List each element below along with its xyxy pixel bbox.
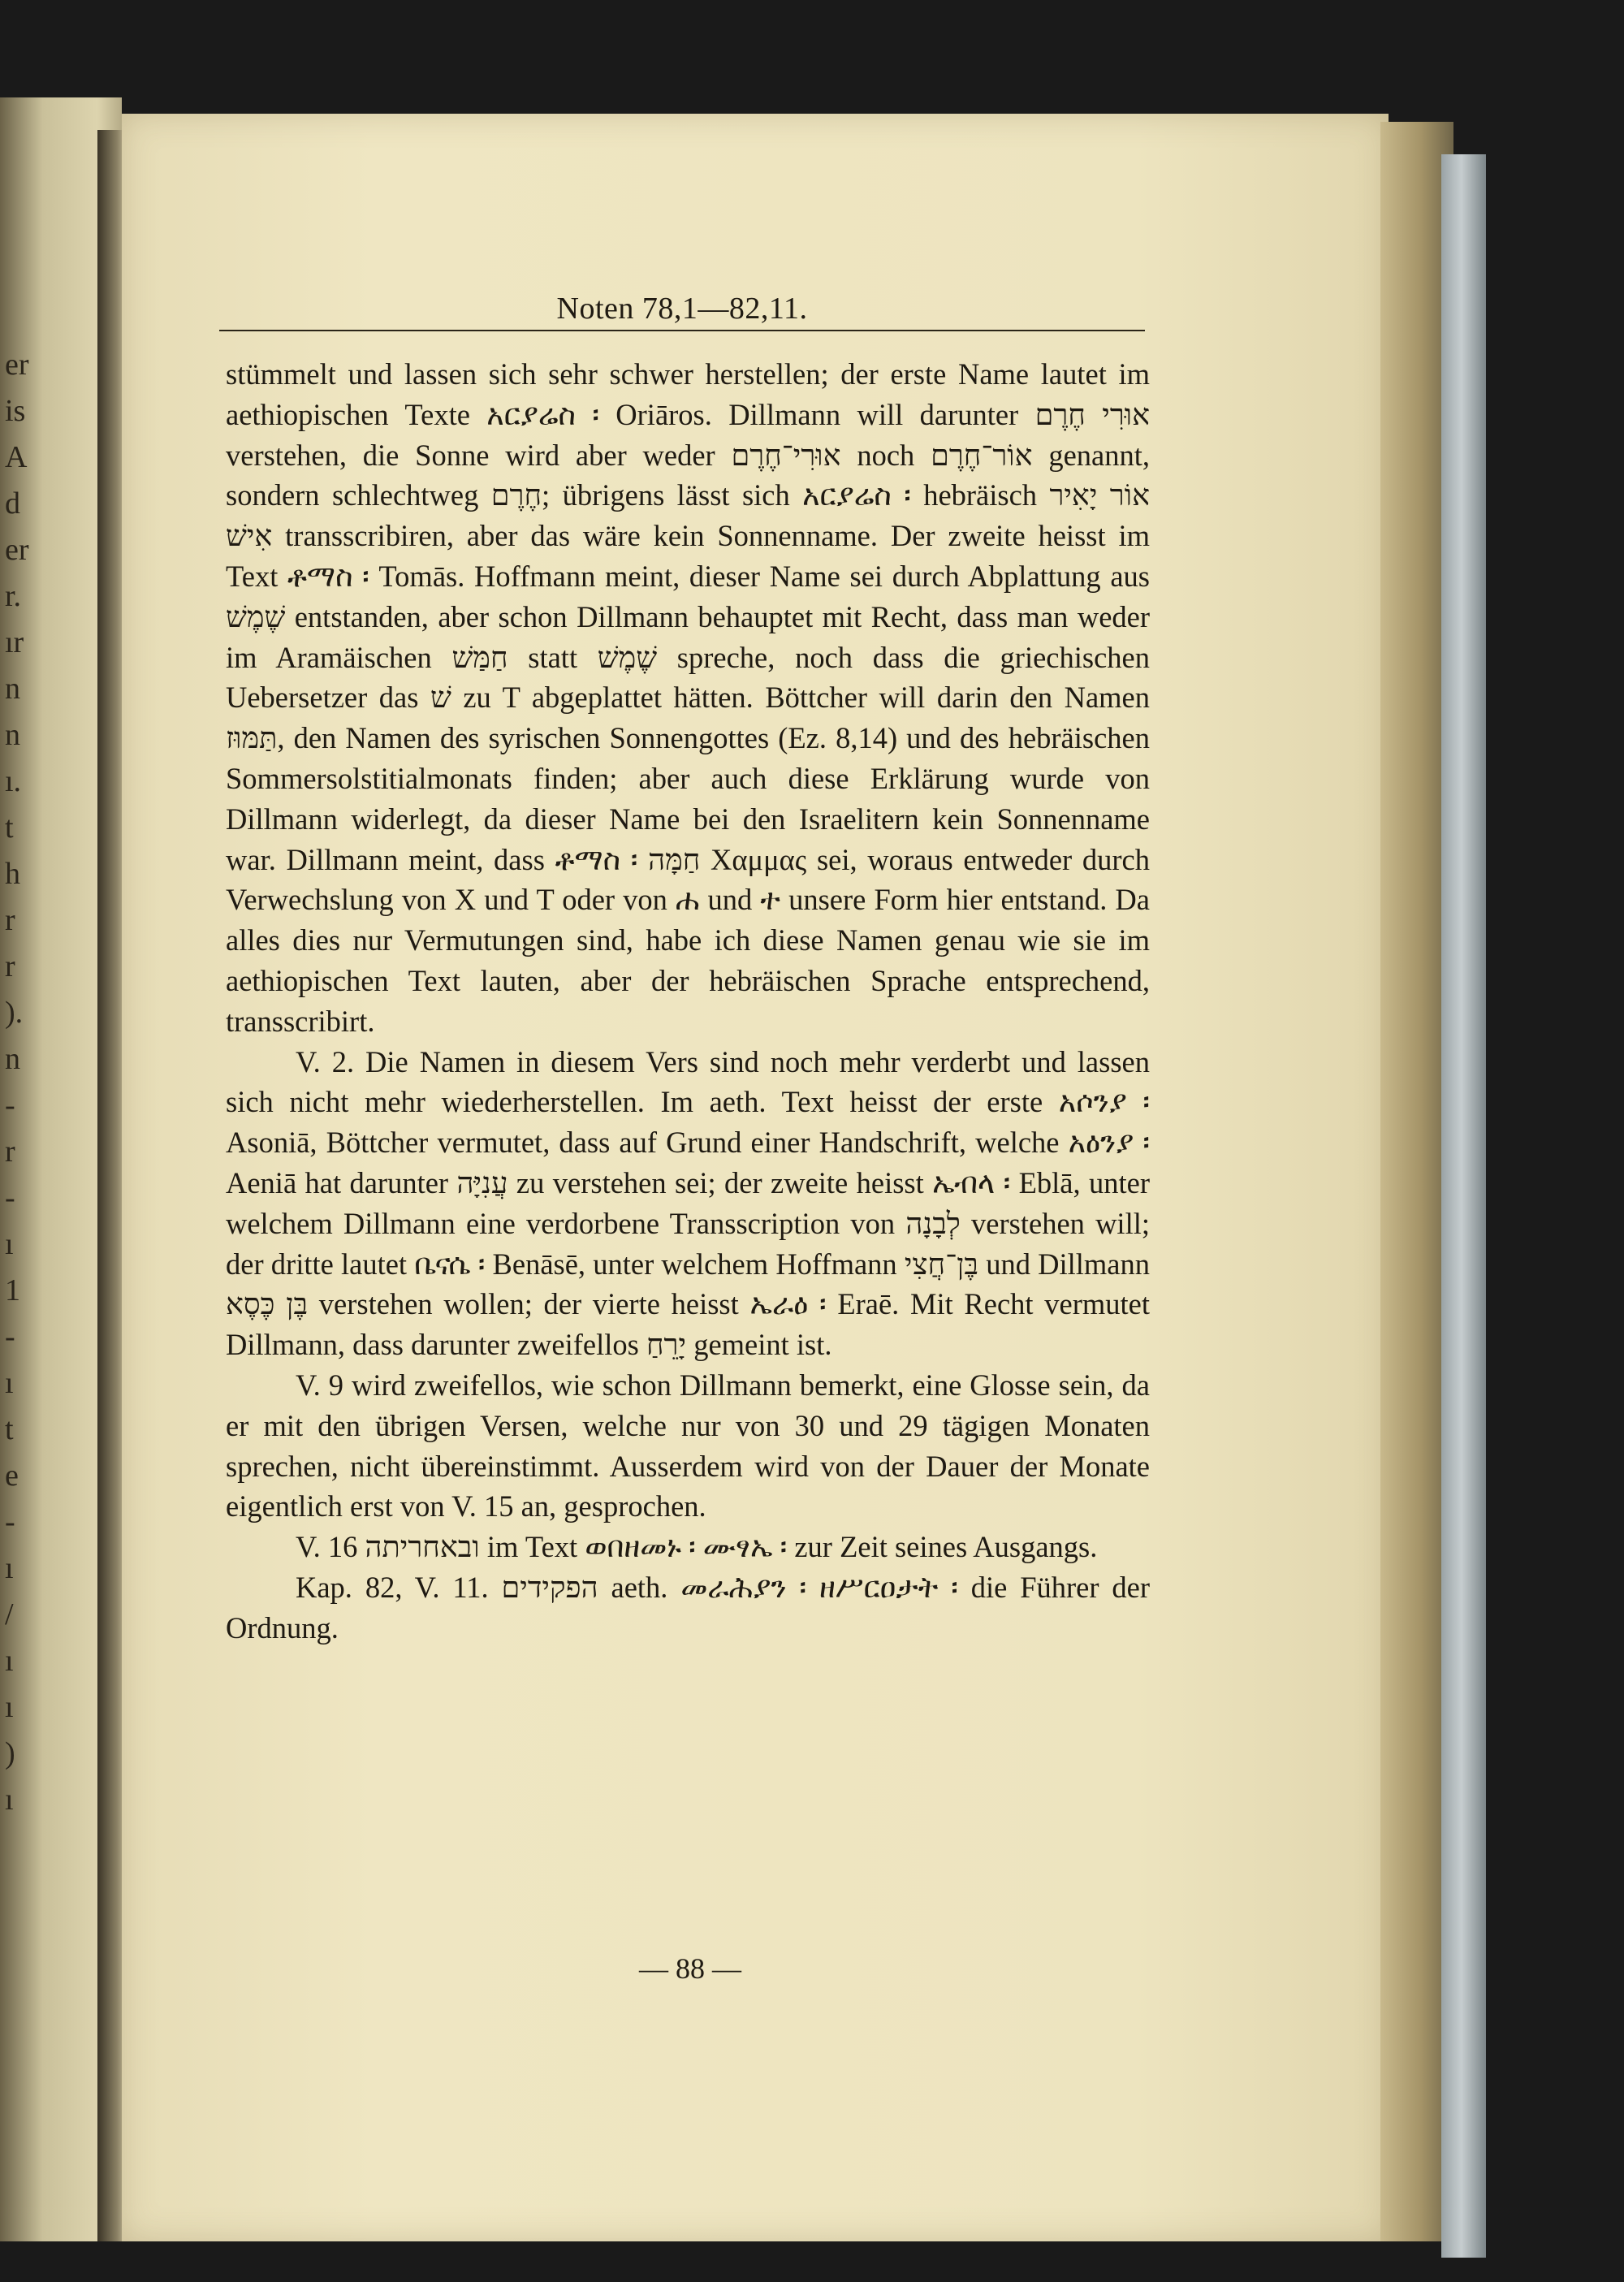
running-head-text: Noten 78,1—82,11.	[556, 292, 808, 326]
facing-page-fragment: e	[5, 1459, 19, 1493]
facing-page-fragment: ).	[5, 996, 24, 1030]
facing-page-fragment: n	[5, 1042, 20, 1076]
facing-page-fragment: n	[5, 672, 20, 706]
facing-page-fragment: t	[5, 810, 14, 845]
facing-page-fragment: n	[5, 718, 20, 752]
facing-page-fragment: d	[5, 486, 20, 521]
page-number	[0, 1951, 1624, 1986]
facing-page-fragment: r	[5, 903, 15, 937]
facing-page-fragment: h	[5, 857, 20, 891]
running-head	[219, 291, 1145, 326]
facing-page-fragment: -	[5, 1320, 15, 1354]
facing-page-fragment: ır	[5, 625, 24, 659]
paragraph-1: stümmelt und lassen sich sehr schwer herstellen; der erste Name lautet im aethiopischen Texte አርያሬስ ፡ Oriāros. Dillmann will darunter אוּרִי חֶרֶם verstehen, die Sonne wird aber weder אוּרִי־חֶרֶם noch אוֹר־חֶרֶם genannt, sondern schlechtweg חֶרֶם; übrigens lässt sich አርያሬስ ፡ hebräisch אוֹר יָאִיר אִישׁ transscribiren, aber das wäre kein Sonnenname. Der zweite heisst im Text ቶማስ ፡ Tomās. Hoffmann meint, dieser Name sei durch Abplattung aus שֶׁמֶשׁ entstanden, aber schon Dillmann behauptet mit Recht, dass man weder im Aramäischen חַמַּשׁ statt שֶׁמֶשׁ spreche, noch dass die griechischen Uebersetzer das שׁ zu T abgeplattet hätten. Böttcher will darin den Namen תַּמּוּז, den Namen des syrischen Sonnengottes (Ez. 8,14) und des hebräischen Sommersolstitialmonats finden; aber auch diese Erklärung wurde von Dillmann widerlegt, da dieser Name bei den Israelitern kein Sonnenname war. Dillmann meint, dass ቶማስ ፡ חַמָּה Χαμμας sei, woraus entweder durch Verwechslung von X und T oder von ሐ und ተ unsere Form hier entstand. Da alles dies nur Vermutungen sind, habe ich diese Namen genau wie sie im aethiopischen Text lauten, aber der hebräischen Sprache entsprechend, transscribirt.	[226, 357, 1151, 1038]
facing-page-fragment: er	[5, 348, 29, 382]
body-text	[226, 354, 1150, 1649]
facing-page-fragment: -	[5, 1088, 15, 1122]
facing-page-fragment: er	[5, 533, 29, 567]
page-number-text: — 88 —	[639, 1952, 741, 1985]
page-header	[219, 291, 1145, 331]
facing-page-fragment: ı	[5, 1690, 14, 1724]
facing-page-fragment: r	[5, 949, 15, 983]
paragraph-3: V. 9 wird zweifellos, wie schon Dillmann bemerkt, eine Glosse sein, da er mit den übrigen Versen, welche nur von 30 und 29 tägigen Monaten sprechen, nicht übereinstimmt. Ausserdem wird von der Dauer der Monate eigentlich erst von V. 15 an, gesprochen.	[226, 1368, 1150, 1523]
facing-page-fragment: r	[5, 1135, 15, 1169]
facing-page-fragment: -	[5, 1505, 15, 1539]
paragraph-2: V. 2. Die Namen in diesem Vers sind noch mehr verderbt und lassen sich nicht mehr wiederherstellen. Im aeth. Text heisst der erste አሶንያ ፡ Asoniā, Böttcher vermutet, dass auf Grund einer Handschrift, welche አዕንያ ፡ Aeniā hat darunter עֲנִיָּה zu verstehen sei; der zweite heisst ኤብላ ፡ Eblā, unter welchem Dillmann eine verdorbene Transscription von לְבָנָה verstehen will; der dritte lautet ቤናሴ ፡ Benāsē, unter welchem Hoffmann בֶּן־חֲצִי und Dillmann בֶּן כֶּסֶא verstehen wollen; der vierte heisst ኤራዕ ፡ Eraē. Mit Recht vermutet Dillmann, dass darunter zweifellos יָרֵחַ gemeint ist.	[226, 1044, 1151, 1362]
facing-page-fragment: )	[5, 1736, 15, 1770]
facing-page-fragment: r.	[5, 579, 22, 613]
facing-page-fragment: t	[5, 1412, 14, 1446]
facing-page-fragment: ı	[5, 1366, 14, 1400]
book-cover-board	[1441, 154, 1486, 2258]
facing-page-fragment: 1	[5, 1273, 20, 1307]
facing-page-fragment: ı	[5, 1644, 14, 1678]
paragraph-5: Kap. 82, V. 11. הפקידים aeth. መራሕያን ፡ ዘሥርዐታት ፡ die Führer der Ordnung.	[226, 1570, 1150, 1645]
facing-page-fragment: /	[5, 1597, 14, 1632]
facing-page-fragment: ı	[5, 1783, 14, 1817]
facing-page-fragment: ı	[5, 1551, 14, 1585]
facing-page-fragment: ı	[5, 1227, 14, 1261]
paragraph-4: V. 16 ובאחריתה im Text ወበዘመኑ ፡ ሙፃኤ ፡ zur Zeit seines Ausgangs.	[296, 1530, 1098, 1564]
facing-page-fragment: A	[5, 440, 28, 474]
facing-page-fragment: is	[5, 394, 26, 428]
facing-page-fragment: ı.	[5, 764, 22, 798]
facing-page-fragment: -	[5, 1181, 15, 1215]
